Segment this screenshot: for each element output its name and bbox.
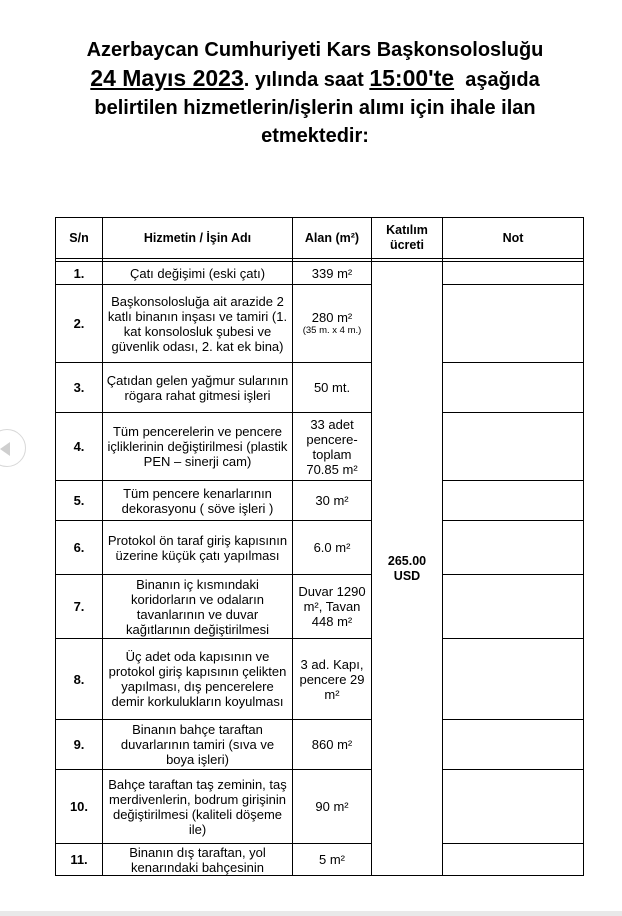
participation-fee-cell — [372, 262, 443, 876]
row-area: Duvar 1290 m², Tavan 448 m² — [293, 575, 372, 639]
row-note — [443, 285, 584, 363]
row-sn: 7. — [56, 575, 103, 639]
row-note — [443, 639, 584, 720]
header-area: Alan (m²) — [293, 218, 372, 259]
row-note — [443, 575, 584, 639]
header-sn: S/n — [56, 218, 103, 259]
row-note — [443, 481, 584, 521]
row-area: 6.0 m² — [293, 521, 372, 575]
header-name: Hizmetin / İşin Adı — [103, 218, 293, 259]
table-row — [56, 720, 584, 770]
row-sn: 9. — [56, 720, 103, 770]
tender-table — [55, 217, 584, 876]
header-note: Not — [443, 218, 584, 259]
row-sn: 11. — [56, 844, 103, 876]
row-note — [443, 413, 584, 481]
table-row — [56, 844, 584, 876]
header-fee: Katılım ücreti — [372, 218, 443, 259]
tender-date: 24 Mayıs 2023 — [90, 65, 244, 91]
row-sn: 10. — [56, 770, 103, 844]
row-sn: 4. — [56, 413, 103, 481]
row-area: 3 ad. Kapı, pencere 29 m² — [293, 639, 372, 720]
previous-page-arrow-icon[interactable] — [0, 429, 26, 467]
row-sn: 6. — [56, 521, 103, 575]
row-area: 50 mt. — [293, 363, 372, 413]
row-area: 30 m² — [293, 481, 372, 521]
announcement-title — [30, 36, 600, 150]
row-sn: 1. — [56, 262, 103, 285]
table-row — [56, 363, 584, 413]
row-area-cell — [293, 285, 372, 363]
row-sn: 8. — [56, 639, 103, 720]
row-name: Çatı değişimi (eski çatı) — [103, 262, 293, 285]
table-row — [56, 285, 584, 363]
row-area: 339 m² — [293, 262, 372, 285]
table-row — [56, 575, 584, 639]
row-name: Binanın iç kısmındaki koridorların ve odaların tavanlarının ve duvar kağıtlarının değiştirilmesi — [103, 575, 293, 639]
title-line-4: etmektedir: — [261, 125, 369, 147]
table-row — [56, 770, 584, 844]
title-mid-text: . yılında saat — [243, 69, 370, 91]
row-name: Tüm pencere kenarlarının dekorasyonu ( söve işleri ) — [103, 481, 293, 521]
table-row — [56, 481, 584, 521]
table-row — [56, 639, 584, 720]
row-note — [443, 770, 584, 844]
row-area: 90 m² — [293, 770, 372, 844]
row-area: 33 adet pencere-toplam 70.85 m² — [293, 413, 372, 481]
row-name: Protokol ön taraf giriş kapısının üzerine küçük çatı yapılması — [103, 521, 293, 575]
row-sn: 2. — [56, 285, 103, 363]
row-area: 860 m² — [293, 720, 372, 770]
row-name: Bahçe taraftan taş zeminin, taş merdivenlerin, bodrum girişinin değiştirilmesi (kaliteli döşeme ile) — [103, 770, 293, 844]
table-row — [56, 521, 584, 575]
row-area: 5 m² — [293, 844, 372, 876]
row-name: Binanın dış taraftan, yol kenarındaki bahçesinin — [103, 844, 293, 876]
title-line-1: Azerbaycan Cumhuriyeti Kars Başkonsolosluğu — [86, 39, 544, 61]
title-line-3: belirtilen hizmetlerin/işlerin alımı için ihale ilan — [94, 97, 536, 119]
title-line-2 — [30, 64, 600, 94]
table-header-row — [56, 218, 584, 259]
row-name: Binanın bahçe taraftan duvarlarının tamiri (sıva ve boya işleri) — [103, 720, 293, 770]
row-note — [443, 521, 584, 575]
title-after-time: aşağıda — [465, 69, 540, 91]
row-note — [443, 363, 584, 413]
row-note — [443, 844, 584, 876]
row-area: 280 m² — [311, 310, 353, 325]
row-note — [443, 720, 584, 770]
row-name: Üç adet oda kapısının ve protokol giriş kapısının çelikten yapılması, dış pencerelere demir korkulukların koyulması — [103, 639, 293, 720]
table-row — [56, 413, 584, 481]
row-sn: 3. — [56, 363, 103, 413]
row-note — [443, 262, 584, 285]
row-name: Başkonsolosluğa ait arazide 2 katlı binanın inşası ve tamiri (1. kat konsolosluk şubesi ve güvenlik odası, 2. kat ek bina) — [103, 285, 293, 363]
fee-amount: 265.00 — [387, 553, 427, 568]
page-bottom-edge — [0, 911, 622, 916]
row-sn: 5. — [56, 481, 103, 521]
fee-currency: USD — [393, 568, 421, 583]
table-row — [56, 262, 584, 285]
row-area-note: (35 m. x 4 m.) — [302, 325, 362, 336]
row-name: Tüm pencerelerin ve pencere içliklerinin değiştirilmesi (plastik PEN – sinerji cam) — [103, 413, 293, 481]
tender-time: 15:00'te — [369, 65, 455, 91]
row-name: Çatıdan gelen yağmur sularının rögara rahat gitmesi işleri — [103, 363, 293, 413]
